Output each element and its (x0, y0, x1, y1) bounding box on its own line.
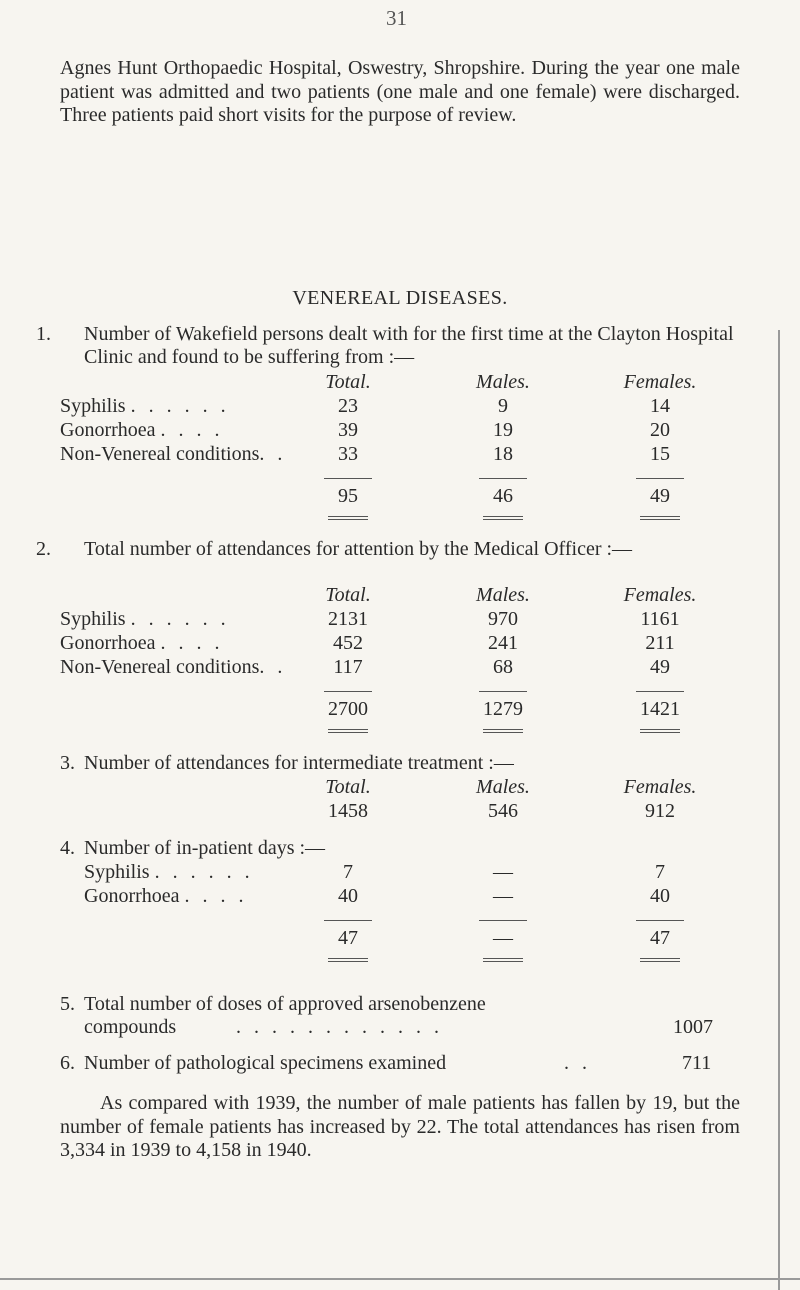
table-row (60, 608, 760, 632)
sum-rule (324, 920, 372, 921)
cell-males: — (493, 885, 513, 907)
item-5-value: 1007 (673, 1016, 713, 1038)
double-rule (640, 516, 680, 520)
table-row (60, 632, 760, 656)
table-row (60, 395, 760, 419)
item-1-text (36, 323, 764, 369)
sum-rule (636, 478, 684, 479)
header-females: Females. (623, 371, 697, 393)
cell-females: 7 (655, 861, 665, 883)
cell-females: 211 (645, 632, 675, 654)
cell-total: 2131 (328, 608, 368, 630)
cell-females: 20 (650, 419, 670, 441)
cell-males: 970 (488, 608, 518, 630)
leader-dots: . . (564, 1052, 591, 1074)
row-label: Syphilis (84, 861, 150, 883)
table-1-header (60, 371, 760, 395)
sum-females: 49 (650, 485, 670, 507)
row-label: Syphilis (60, 608, 126, 630)
table-2-sum (60, 698, 760, 722)
cell-males: 18 (493, 443, 513, 465)
item-6-description: Number of pathological specimens examined (84, 1052, 447, 1074)
header-total: Total. (325, 584, 371, 606)
sum-rule (479, 920, 527, 921)
table-1-sum (60, 485, 760, 509)
cell-females: 15 (650, 443, 670, 465)
row-label: Non-Venereal conditions (60, 656, 260, 678)
sum-total: 47 (338, 927, 358, 949)
header-total: Total. (325, 776, 371, 798)
cell-males: 546 (488, 800, 518, 822)
sum-males: 1279 (483, 698, 523, 720)
item-3-text (60, 752, 740, 775)
table-1 (60, 371, 760, 521)
header-total: Total. (325, 371, 371, 393)
cell-males: 68 (493, 656, 513, 678)
cell-total: 39 (338, 419, 358, 441)
header-females: Females. (623, 776, 697, 798)
cell-males: 9 (498, 395, 508, 417)
table-row (60, 419, 760, 443)
leader-dots: . . (259, 656, 287, 678)
double-rule (328, 958, 368, 962)
item-5-description-cont: compounds (84, 1016, 177, 1038)
item-6-value: 711 (682, 1052, 712, 1074)
header-males: Males. (476, 584, 530, 606)
table-row (60, 800, 760, 824)
cell-females: 49 (650, 656, 670, 678)
table-3 (60, 776, 760, 826)
table-4 (60, 861, 760, 981)
sum-rule (479, 691, 527, 692)
double-rule (483, 958, 523, 962)
table-row (60, 443, 760, 467)
sum-rule (636, 691, 684, 692)
sum-rule (324, 478, 372, 479)
leader-dots: . . . . . . (130, 395, 230, 417)
table-row (60, 656, 760, 680)
double-rule (640, 729, 680, 733)
sum-rule (636, 920, 684, 921)
item-2-number: 2. (36, 538, 51, 560)
row-label: Gonorrhoea (84, 885, 180, 907)
row-label: Syphilis (60, 395, 126, 417)
leader-dots: . . . . (160, 419, 224, 441)
header-males: Males. (476, 371, 530, 393)
table-2-header (60, 584, 760, 608)
item-3-number: 3. (60, 752, 75, 774)
row-label: Gonorrhoea (60, 632, 156, 654)
sum-total: 95 (338, 485, 358, 507)
scan-bottom-line (0, 1278, 800, 1280)
leader-dots: . . (259, 443, 287, 465)
cell-females: 14 (650, 395, 670, 417)
cell-total: 33 (338, 443, 358, 465)
item-2-text (36, 538, 764, 561)
table-3-header (60, 776, 760, 800)
item-4-description: Number of in-patient days :— (84, 837, 326, 859)
table-row (60, 861, 760, 885)
leader-dots: . . . . (160, 632, 224, 654)
item-4-number: 4. (60, 837, 75, 859)
header-males: Males. (476, 776, 530, 798)
sum-rule (324, 691, 372, 692)
cell-females: 40 (650, 885, 670, 907)
closing-paragraph: As compared with 1939, the number of male patients has fallen by 19, but the number of female patients has increased by 22. The total attendances has risen from 3,334 in 1939 to 4,158 in 1940. (60, 1092, 740, 1161)
sum-males: 46 (493, 485, 513, 507)
cell-total: 23 (338, 395, 358, 417)
item-6-text (60, 1052, 740, 1076)
row-label: Gonorrhoea (60, 419, 156, 441)
item-2-description: Total number of attendances for attention by the Medical Officer :— (84, 538, 633, 560)
cell-total: 40 (338, 885, 358, 907)
item-4-text (60, 837, 740, 860)
table-row (60, 885, 760, 909)
cell-males: 241 (488, 632, 518, 654)
double-rule (483, 729, 523, 733)
scan-edge-line (778, 330, 780, 1290)
leader-dots: . . . . . . . . . . . . (236, 1016, 443, 1038)
item-5-number: 5. (60, 993, 75, 1015)
item-1-description: Number of Wakefield persons dealt with for the first time at the Clayton Hospital Clinic and found to be suffering from :— (84, 323, 734, 368)
cell-females: 1161 (640, 608, 680, 630)
leader-dots: . . . . (184, 885, 248, 907)
table-2 (60, 584, 760, 734)
item-1-number: 1. (36, 323, 51, 345)
cell-total: 7 (343, 861, 353, 883)
cell-females: 912 (645, 800, 675, 822)
header-females: Females. (623, 584, 697, 606)
cell-males: 19 (493, 419, 513, 441)
cell-total: 452 (333, 632, 363, 654)
page-number: 31 (386, 6, 407, 30)
leader-dots: . . . . . . (130, 608, 230, 630)
item-5-text (60, 993, 740, 1039)
cell-total: 117 (333, 656, 363, 678)
sum-females: 1421 (640, 698, 680, 720)
item-6-number: 6. (60, 1052, 75, 1074)
sum-total: 2700 (328, 698, 368, 720)
sum-rule (479, 478, 527, 479)
item-5-description: Total number of doses of approved arsenobenzene (84, 993, 486, 1015)
double-rule (483, 516, 523, 520)
double-rule (640, 958, 680, 962)
item-3-description: Number of attendances for intermediate treatment :— (84, 752, 514, 774)
section-heading: VENEREAL DISEASES. (292, 287, 508, 309)
sum-females: 47 (650, 927, 670, 949)
table-4-sum (60, 927, 760, 951)
leader-dots: . . . . . . (154, 861, 254, 883)
double-rule (328, 516, 368, 520)
sum-males: — (493, 927, 513, 949)
cell-total: 1458 (328, 800, 368, 822)
row-label: Non-Venereal conditions (60, 443, 260, 465)
double-rule (328, 729, 368, 733)
intro-paragraph: Agnes Hunt Orthopaedic Hospital, Oswestry, Shropshire. During the year one male patient was admitted and two patients (one male and one female) were discharged. Three patients paid short visits for the purpose of review. (60, 57, 740, 126)
cell-males: — (493, 861, 513, 883)
